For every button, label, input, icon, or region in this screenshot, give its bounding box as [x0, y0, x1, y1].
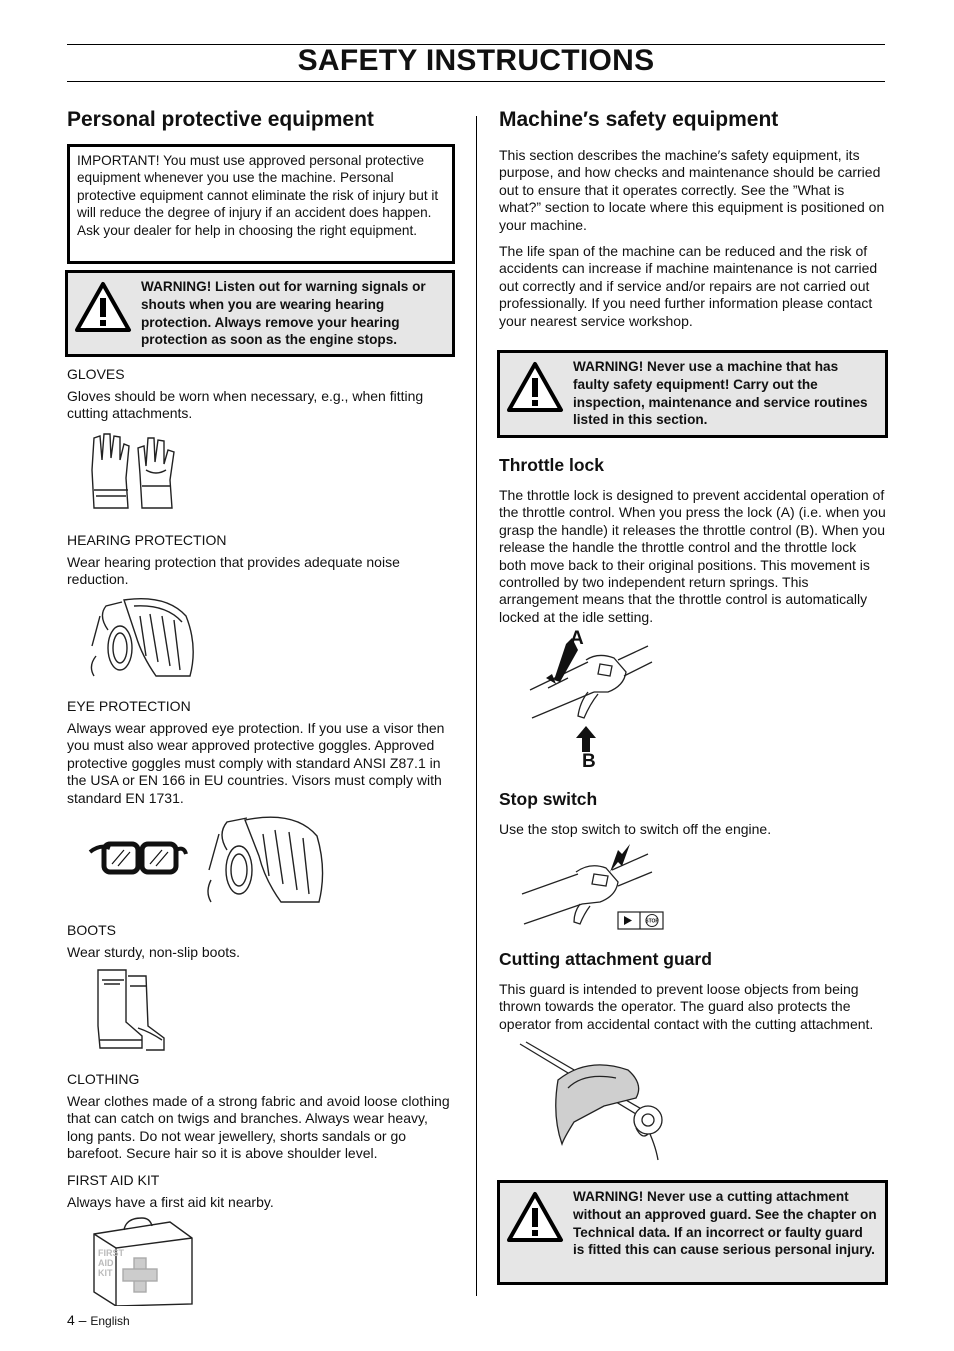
column-separator — [476, 116, 477, 1296]
cutting-guard-illustration — [518, 1040, 668, 1166]
clothing-label: CLOTHING — [67, 1071, 140, 1087]
guard-warning-box — [497, 1180, 888, 1285]
label-a: A — [570, 628, 584, 649]
guard-text: This guard is intended to prevent loose objects from being thrown towards the operator. The guard also protects the operator from accidental contact with the cutting attachment. — [499, 981, 874, 1032]
firstaid-label: FIRST AID KIT — [67, 1172, 160, 1188]
arrow-b-icon — [576, 726, 596, 752]
hearing-warning-text: WARNING! Listen out for warning signals or shouts when you are wearing hearing protection. Always remove your hearing protection as soon as the engine stops. — [141, 279, 426, 348]
gloves-label: GLOVES — [67, 366, 125, 382]
title-rule — [67, 81, 885, 82]
throttle-text: The throttle lock is designed to prevent accidental operation of the throttle control. When you press the lock (A) (i.e. when you grasp the handle) it releases the throttle control (B). When you release the handle the throttle control and the throttle lock both move back to their original positions. This movement is controlled by two independent return springs. This arrangement means that the throttle control is automatically locked at the idle setting. — [499, 487, 886, 625]
page-number: 4 – — [67, 1312, 87, 1328]
boots-icon — [90, 966, 170, 1054]
boots-text: Wear sturdy, non-slip boots. — [67, 944, 241, 960]
gloves-text: Gloves should be worn when necessary, e.g., when fitting cutting attachments. — [67, 388, 424, 422]
stop-heading: Stop switch — [499, 789, 598, 809]
stop-text: Use the stop switch to switch off the engine. — [499, 821, 772, 837]
warning-triangle-icon — [506, 361, 564, 413]
warning-triangle-icon — [74, 281, 132, 333]
important-box: IMPORTANT! You must use approved personal protective equipment whenever you use the machine. Personal protective equipment cannot eliminate the risk of injury but it will reduce the degree of injury if an accident does happen. Ask your dealer for help in choosing the right equipment. — [67, 144, 455, 264]
footer-language: English — [90, 1314, 130, 1328]
hearing-text: Wear hearing protection that provides adequate noise reduction. — [67, 554, 400, 588]
stop-symbol-text: STOP — [645, 918, 659, 925]
goggles-icon — [88, 838, 188, 878]
gloves-icon — [86, 430, 182, 514]
intro-paragraph-2: The life span of the machine can be reduced and the risk of accidents can increase if machine maintenance is not carried out correctly and if service and/or repairs are not carried out professionally. If you need further information please contact your nearest service workshop. — [499, 243, 878, 329]
stop-arrow-icon — [610, 844, 630, 872]
label-b: B — [582, 751, 596, 772]
stop-switch-illustration — [518, 842, 668, 932]
clothing-text: Wear clothes made of a strong fabric and avoid loose clothing that can catch on twigs and branches. Always wear heavy, long pants. Do not wear jewellery, shorts sandals or go barefoot. Secure hair so it is above shoulder level. — [67, 1093, 450, 1162]
first-aid-kit-icon — [90, 1214, 198, 1306]
kit-print: FIRST AID KIT — [98, 1248, 124, 1278]
firstaid-text: Always have a first aid kit nearby. — [67, 1194, 274, 1210]
intro-paragraph-1: This section describes the machine′s safety equipment, its purpose, and how checks and maintenance should be carried out to ensure that it operates correctly. See the ”What is what?” section to locate where this equipment is positioned on your machine. — [499, 147, 885, 233]
eye-text: Always wear approved eye protection. If you use a visor then you must also wear approved protective goggles. Approved protective goggles must comply with standard ANSI Z87.1 in the USA or EN 166 in EU countries. Visors must comply with standard EN 1731. — [67, 720, 445, 806]
right-heading: Machine′s safety equipment — [499, 108, 779, 131]
faulty-equipment-warning-box — [497, 350, 888, 438]
hearing-label: HEARING PROTECTION — [67, 532, 227, 548]
warning-triangle-icon — [506, 1191, 564, 1243]
hearing-warning-box — [65, 270, 455, 357]
eye-label: EYE PROTECTION — [67, 698, 191, 714]
left-heading: Personal protective equipment — [67, 108, 374, 131]
earmuff-visor-icon — [86, 596, 198, 680]
guard-warning-text: WARNING! Never use a cutting attachment without an approved guard. See the chapter on Technical data. If an incorrect or faulty guard is fitted this can cause serious personal injury. — [573, 1189, 877, 1258]
guard-heading: Cutting attachment guard — [499, 949, 712, 969]
page-title: SAFETY INSTRUCTIONS — [297, 44, 655, 77]
helmet-visor-icon — [205, 810, 325, 906]
throttle-heading: Throttle lock — [499, 455, 605, 475]
footer — [67, 1312, 130, 1328]
boots-label: BOOTS — [67, 922, 117, 938]
faulty-equipment-warning-text: WARNING! Never use a machine that has faulty safety equipment! Carry out the inspection, maintenance and service routines listed in this section. — [573, 359, 868, 428]
